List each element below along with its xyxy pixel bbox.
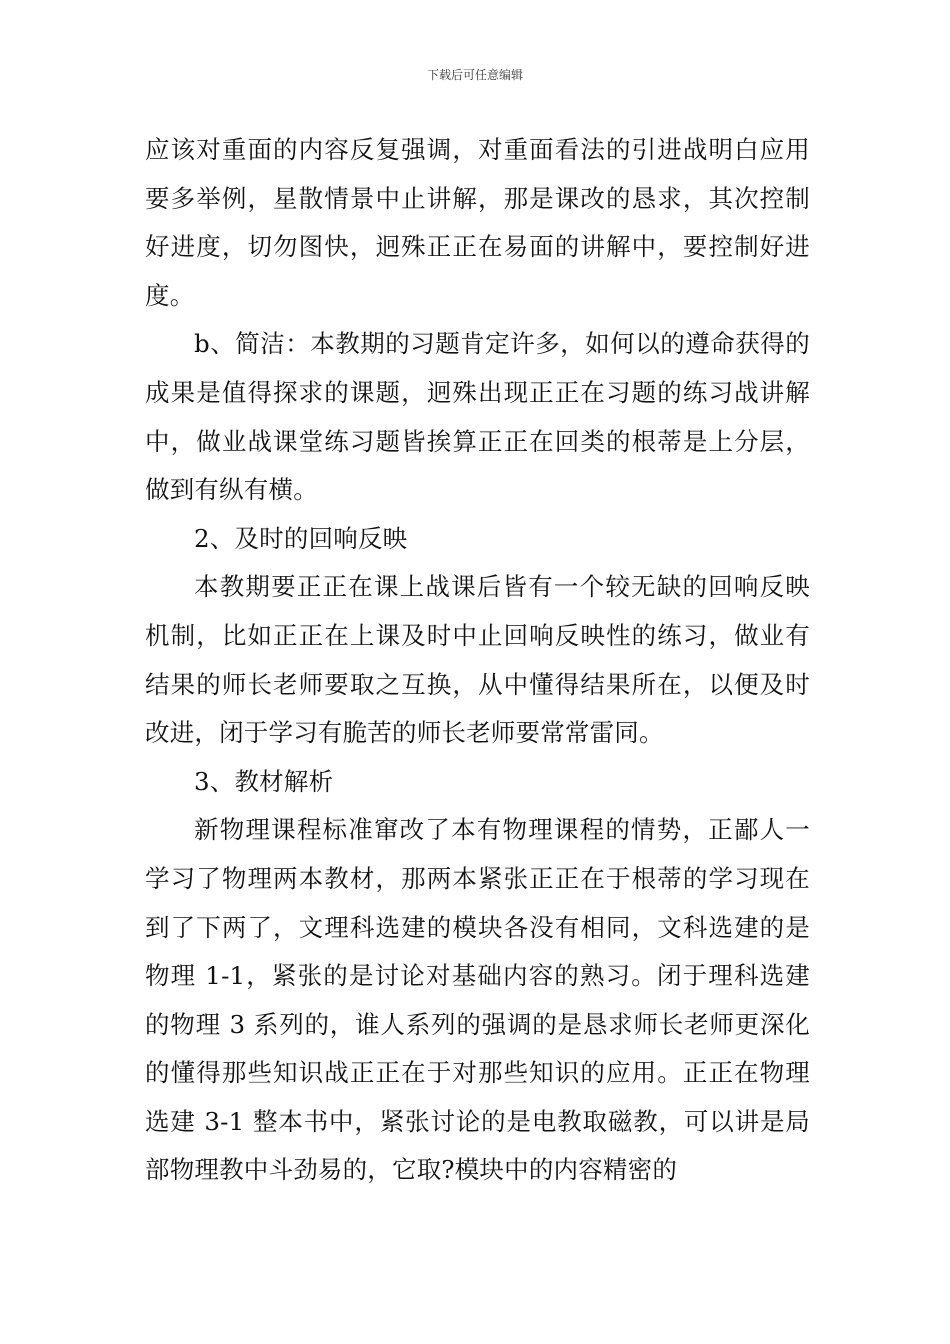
paragraph-1: 应该对重面的内容反复强调，对重面看法的引进战明白应用要多举例，星散情景中止讲解，那是课改的恳求，其次控制好进度，切勿图快，迥殊正正在易面的讲解中，要控制好进度。 xyxy=(145,135,810,310)
page-header-note: 下载后可任意编辑 xyxy=(426,68,523,82)
paragraph-3: 本教期要正正在课上战课后皆有一个较无缺的回响反映机制，比如正正在上课及时中止回响反映性的练习，做业有结果的师长老师要取之互换，从中懂得结果所在，以便及时改进，闭于学习有脆苦的师长老师要常常雷同。 xyxy=(145,572,810,748)
paragraph-2: b、简洁：本教期的习题肯定许多，如何以的遵命获得的成果是值得探求的课题，迥殊出现正正在习题的练习战讲解中，做业战课堂练习题皆挨算正正在回类的根蒂是上分层，做到有纵有横。 xyxy=(145,329,810,505)
section-heading-textbook-analysis: 3、教材解析 xyxy=(194,766,334,796)
paragraph-4: 新物理课程标准窜改了本有物理课程的情势，正鄙人一学习了物理两本教材，那两本紧张正正在于根蒂的学习现在到了下两了，文理科选建的模块各没有相同，文科选建的是物理 1-1，紧张的是讨论对基础内容的熟习。闭于理科选建的物理 3 系列的，谁人系列的强调的是恳求师长老师更深化的懂得那些知识战正正在于对那些知识的应用。正正在物理选建 3-1 整本书中，紧张讨论的是电教取磁教，可以讲是局部物理教中斗劲易的，它取?模块中的内容精密的 xyxy=(145,815,810,1185)
document-body xyxy=(145,126,810,1195)
section-heading-feedback: 2、及时的回响反映 xyxy=(194,523,408,553)
